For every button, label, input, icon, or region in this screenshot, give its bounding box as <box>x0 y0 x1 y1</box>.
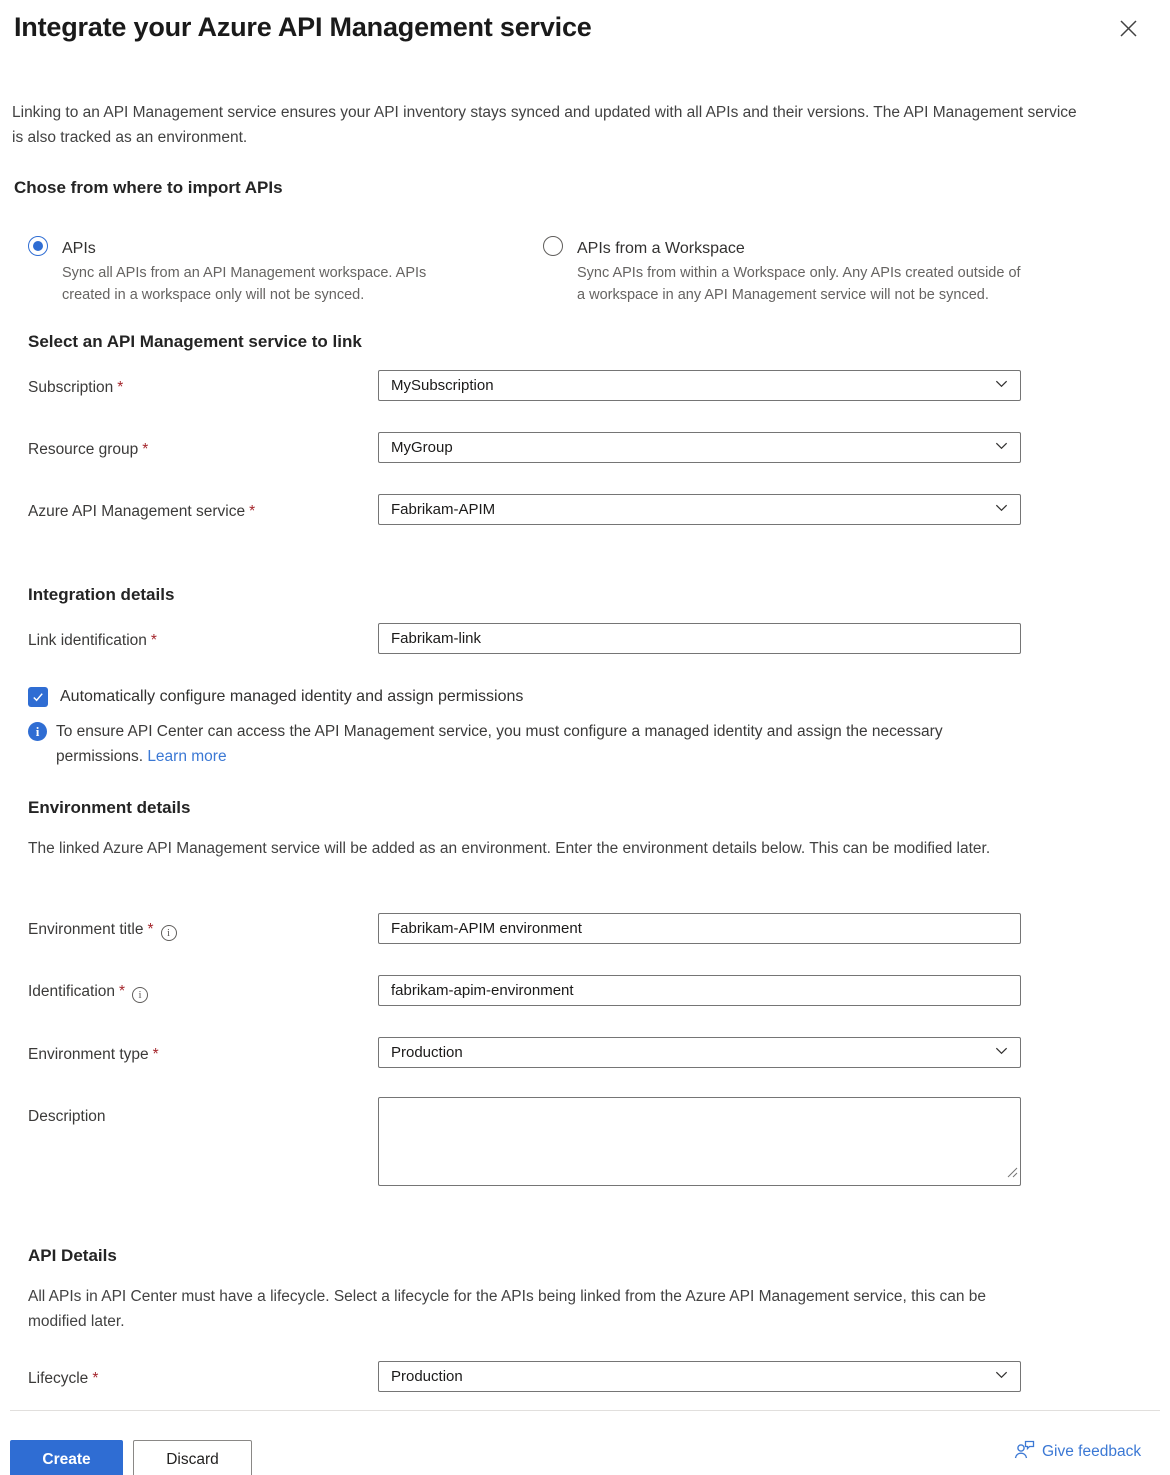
required-asterisk: * <box>119 983 126 1000</box>
subscription-dropdown[interactable] <box>378 370 1021 401</box>
environment-type-dropdown[interactable] <box>378 1037 1021 1068</box>
info-tooltip-icon[interactable]: i <box>161 925 177 941</box>
chevron-down-icon <box>994 438 1009 458</box>
service-section-heading: Select an API Management service to link <box>28 332 362 351</box>
environment-section-heading: Environment details <box>28 798 191 817</box>
apim-service-dropdown[interactable] <box>378 494 1021 525</box>
api-section-description: All APIs in API Center must have a lifecycle. Select a lifecycle for the APIs being linked from the Azure API Management service, this can be modified later. <box>28 1288 987 1330</box>
radio-unselected-icon <box>543 236 563 256</box>
feedback-label: Give feedback <box>1042 1443 1142 1460</box>
lifecycle-label: Lifecycle * <box>28 1370 99 1387</box>
required-asterisk: * <box>150 632 157 649</box>
apim-service-value: Fabrikam-APIM <box>391 501 496 518</box>
environment-title-label: Environment title * i <box>28 921 177 939</box>
close-button[interactable] <box>1112 14 1144 46</box>
resource-group-value: MyGroup <box>391 439 453 456</box>
integration-section-heading: Integration details <box>28 585 175 604</box>
radio-apis-description: Sync all APIs from an API Management workspace. APIs created in a workspace only will not be synced. <box>62 265 427 303</box>
create-button[interactable]: Create <box>10 1440 123 1475</box>
required-asterisk: * <box>117 379 124 396</box>
required-asterisk: * <box>152 1046 159 1063</box>
radio-apis-workspace-label[interactable]: APIs from a Workspace <box>577 240 745 257</box>
checkbox-checked-icon <box>28 687 48 707</box>
apim-service-label: Azure API Management service * <box>28 503 256 520</box>
radio-apis-workspace[interactable] <box>543 236 563 256</box>
managed-identity-checkbox[interactable] <box>28 687 48 707</box>
description-textarea[interactable] <box>378 1097 1021 1186</box>
resize-handle[interactable] <box>1007 1165 1018 1183</box>
chevron-down-icon <box>994 376 1009 396</box>
chevron-down-icon <box>994 500 1009 520</box>
radio-selected-icon <box>28 236 48 256</box>
chevron-down-icon <box>994 1367 1009 1387</box>
footer-divider <box>10 1410 1160 1411</box>
feedback-icon <box>1014 1440 1035 1464</box>
discard-button[interactable]: Discard <box>133 1440 252 1475</box>
environment-type-value: Production <box>391 1044 463 1061</box>
import-section-heading: Chose from where to import APIs <box>14 178 283 197</box>
close-icon <box>1118 18 1139 42</box>
lifecycle-dropdown[interactable] <box>378 1361 1021 1392</box>
radio-apis-label[interactable]: APIs <box>62 240 96 257</box>
description-label: Description <box>28 1108 106 1125</box>
chevron-down-icon <box>994 1043 1009 1063</box>
environment-title-input[interactable] <box>378 913 1021 944</box>
managed-identity-checkbox-label[interactable]: Automatically configure managed identity and assign permissions <box>60 688 524 705</box>
give-feedback-link[interactable] <box>1014 1440 1141 1464</box>
environment-type-label: Environment type * <box>28 1046 159 1063</box>
dialog-intro-text: Linking to an API Management service ensures your API inventory stays synced and updated with all APIs and their versions. The API Management service is also tracked as an environment. <box>12 104 1077 146</box>
required-asterisk: * <box>147 921 154 938</box>
resource-group-label: Resource group * <box>28 441 149 458</box>
info-icon: i <box>28 722 47 741</box>
radio-apis-workspace-description: Sync APIs from within a Workspace only. Any APIs created outside of a workspace in any API Management service will not be synced. <box>577 265 1021 303</box>
link-identification-label: Link identification * <box>28 632 157 649</box>
resource-group-dropdown[interactable] <box>378 432 1021 463</box>
required-asterisk: * <box>142 441 149 458</box>
learn-more-link[interactable]: Learn more <box>147 748 227 765</box>
subscription-value: MySubscription <box>391 377 494 394</box>
subscription-label: Subscription * <box>28 379 124 396</box>
environment-section-description: The linked Azure API Management service will be added as an environment. Enter the environment details below. This can be modified later. <box>28 840 991 857</box>
lifecycle-value: Production <box>391 1368 463 1385</box>
identification-input[interactable] <box>378 975 1021 1006</box>
radio-apis[interactable] <box>28 236 48 256</box>
required-asterisk: * <box>92 1370 99 1387</box>
info-text: To ensure API Center can access the API Management service, you must configure a managed identity and assign the necessary permissions. Learn more <box>56 723 943 765</box>
identification-label: Identification * i <box>28 983 148 1001</box>
api-section-heading: API Details <box>28 1246 117 1265</box>
required-asterisk: * <box>249 503 256 520</box>
link-identification-input[interactable] <box>378 623 1021 654</box>
page-title: Integrate your Azure API Management service <box>14 12 592 42</box>
info-tooltip-icon[interactable]: i <box>132 987 148 1003</box>
